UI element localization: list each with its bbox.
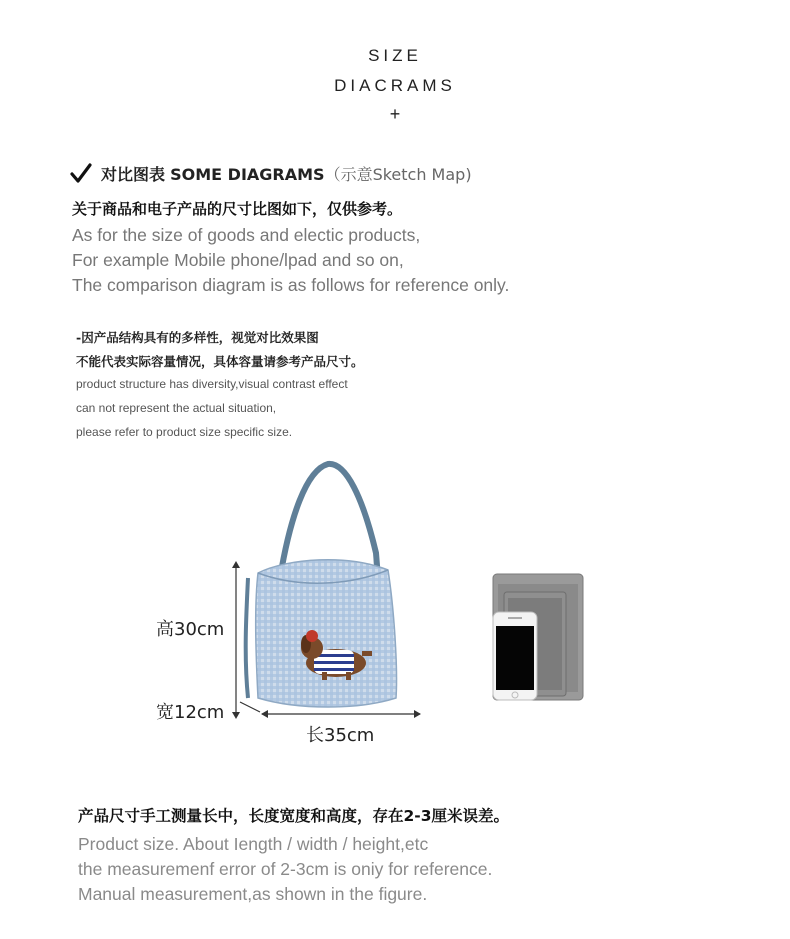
section-title-cn: 对比图表: [101, 165, 166, 184]
footer-en-line: Product size. About Iength / width / height,etc: [78, 834, 429, 854]
section-desc-line: The comparison diagram is as follows for reference only.: [72, 275, 510, 295]
header-plus: +: [389, 104, 401, 124]
section-title-note: （示意Sketch Map): [324, 165, 472, 184]
notice-cn-line: -因产品结构具有的多样性，视觉对比效果图: [76, 330, 319, 345]
notice-en-line: please refer to product size specific size.: [76, 425, 293, 439]
footer-en-line: the measuremenf error of 2-3cm is oniy for reference.: [78, 859, 493, 879]
section-subtitle: 关于商品和电子产品的尺寸比图如下，仅供参考。: [72, 200, 403, 218]
section-title: [101, 162, 472, 185]
footer-cn: 产品尺寸手工测量长中，长度宽度和高度，存在2-3厘米误差。: [78, 807, 510, 825]
notice-cn-line: 不能代表实际容量情况，具体容量请参考产品尺寸。: [76, 354, 364, 369]
height-label: 高30cm: [156, 619, 225, 640]
section-title-en: SOME DIAGRAMS: [170, 165, 325, 184]
section-desc-line: For example Mobile phone/lpad and so on,: [72, 250, 404, 270]
bag-image: [228, 458, 428, 718]
footer-en-line: Manual measurement,as shown in the figure.: [78, 884, 428, 904]
header-title-line1: SIZE: [368, 46, 422, 65]
section-desc-line: As for the size of goods and electic products,: [72, 225, 421, 245]
devices-image: [490, 572, 586, 702]
notice-en-line: can not represent the actual situation,: [76, 401, 277, 415]
notice-en-line: product structure has diversity,visual contrast effect: [76, 377, 348, 391]
header-title-line2: DIACRAMS: [334, 76, 456, 95]
length-label: 长35cm: [306, 725, 375, 746]
height-arrow: [230, 560, 242, 720]
checkmark-icon: [70, 162, 92, 184]
width-label: 宽12cm: [156, 702, 225, 723]
